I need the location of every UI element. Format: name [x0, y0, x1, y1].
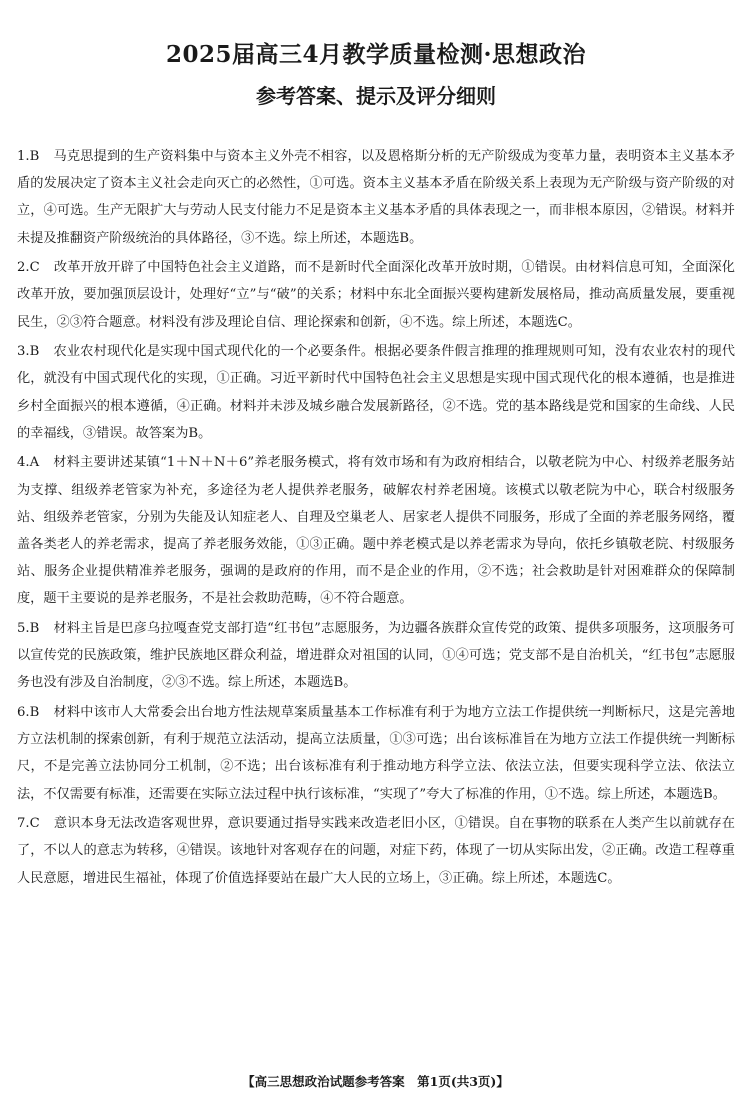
answer-choice: B: [29, 149, 40, 164]
answer-choice: A: [29, 455, 40, 471]
answer-choice: B: [29, 705, 40, 721]
answer-explanation: 马克思提到的生产资料集中与资本主义外壳不相容，以及恩格斯分析的无产阶级成为变革力量，表明资本主义基本矛盾的发展决定了资本主义社会走向灭亡的必然性，①可选。资本主义基本矛盾在阶级关系上表现为无产阶级与资产阶级的对立，④可选。生产无限扩大与劳动人民支付能力不足是资本主义基本矛盾的具体表现之一，而非根本原因，②错误。材料并未提及推翻资产阶级统治的具体路径，③不选。综上所述，本题选B。: [17, 149, 735, 246]
answer-number: 5.: [17, 621, 30, 637]
page-title: 2025届高三4月教学质量检测·思想政治: [165, 41, 587, 68]
answer-item-3: [17, 338, 735, 447]
answer-choice: B: [29, 344, 40, 360]
answer-item-5: [17, 615, 735, 697]
answer-item-6: [17, 699, 735, 808]
answer-choice: C: [29, 260, 40, 276]
answer-choice: B: [29, 621, 40, 637]
answer-number: 2.: [17, 260, 30, 276]
answer-number: 6.: [17, 705, 30, 721]
answer-number: 7.: [17, 816, 30, 832]
answer-explanation: 材料主旨是巴彦乌拉嘎查党支部打造“红书包”志愿服务，为边疆各族群众宣传党的政策、提供多项服务，这项服务可以宣传党的民族政策，维护民族地区群众利益，增进群众对祖国的认同，①④可选；党支部不是自治机关，“红书包”志愿服务也没有涉及自治制度，②③不选。综上所述，本题选B。: [17, 621, 735, 691]
answer-number: 1.: [17, 149, 30, 164]
answer-explanation: 材料主要讲述某镇“1＋N＋N＋6”养老服务模式，将有效市场和有为政府相结合，以敬老院为中心、村级养老服务站为支撑、组级养老管家为补充，多途径为老人提供养老服务，破解农村养老困境。该模式以敬老院为中心，联合村级服务站、组级养老管家，分别为失能及认知症老人、自理及空巢老人、居家老人提供不同服务，形成了全面的养老服务网络，覆盖各类老人的养老需求，提高了养老服务效能，①③正确。题中养老模式是以养老需求为导向，依托乡镇敬老院、村级服务站、服务企业提供精准养老服务，强调的是政府的作用，而不是企业的作用，②不选；社会救助是针对困难群众的保障制度，题干主要说的是养老服务，不是社会救助范畴，④不符合题意。: [17, 455, 735, 607]
answer-explanation: 农业农村现代化是实现中国式现代化的一个必要条件。根据必要条件假言推理的推理规则可知，没有农业农村的现代化，就没有中国式现代化的实现，①正确。习近平新时代中国特色社会主义思想是实现中国式现代化的根本遵循，也是推进乡村全面振兴的根本遵循，④正确。材料并未涉及城乡融合发展新路径，②不选。党的基本路线是党和国家的生命线、人民的幸福线，③错误。故答案为B。: [17, 344, 735, 441]
answer-item-4: [17, 449, 735, 612]
answer-item-2: [17, 254, 735, 336]
answer-item-7: [17, 810, 735, 892]
page-footer: 【高三思想政治试题参考答案 第1页(共3页)】: [242, 1074, 509, 1089]
answer-number: 4.: [17, 455, 30, 471]
answer-item-1: [17, 143, 735, 252]
answer-list: [17, 143, 735, 892]
answer-explanation: 材料中该市人大常委会出台地方性法规草案质量基本工作标准有利于为地方立法工作提供统一判断标尺，这是完善地方立法机制的探索创新，有利于规范立法活动，提高立法质量，①③可选；出台该标准旨在为地方立法工作提供统一判断标尺，不是完善立法协同分工机制，②不选；出台该标准有利于推动地方科学立法、依法立法，但要实现科学立法、依法立法，不仅需要有标准，还需要在实际立法过程中执行该标准，“实现了”夸大了标准的作用，①不选。综上所述，本题选B。: [17, 705, 735, 802]
page-subtitle: 参考答案、提示及评分细则: [256, 84, 496, 108]
answer-explanation: 意识本身无法改造客观世界，意识要通过指导实践来改造老旧小区，①错误。自在事物的联系在人类产生以前就存在了，不以人的意志为转移，④错误。该地针对客观存在的问题，对症下药，体现了一切从实际出发，②正确。改造工程尊重人民意愿，增进民生福祉，体现了价值选择要站在最广大人民的立场上，③正确。综上所述，本题选C。: [17, 816, 735, 886]
answer-choice: C: [29, 816, 40, 832]
answer-number: 3.: [17, 344, 30, 360]
answer-explanation: 改革开放开辟了中国特色社会主义道路，而不是新时代全面深化改革开放时期，①错误。由材料信息可知，全面深化改革开放，要加强顶层设计，处理好“立”与“破”的关系；材料中东北全面振兴要构建新发展格局，推动高质量发展，要重视民生，②③符合题意。材料没有涉及理论自信、理论探索和创新，④不选。综上所述，本题选C。: [17, 260, 735, 330]
